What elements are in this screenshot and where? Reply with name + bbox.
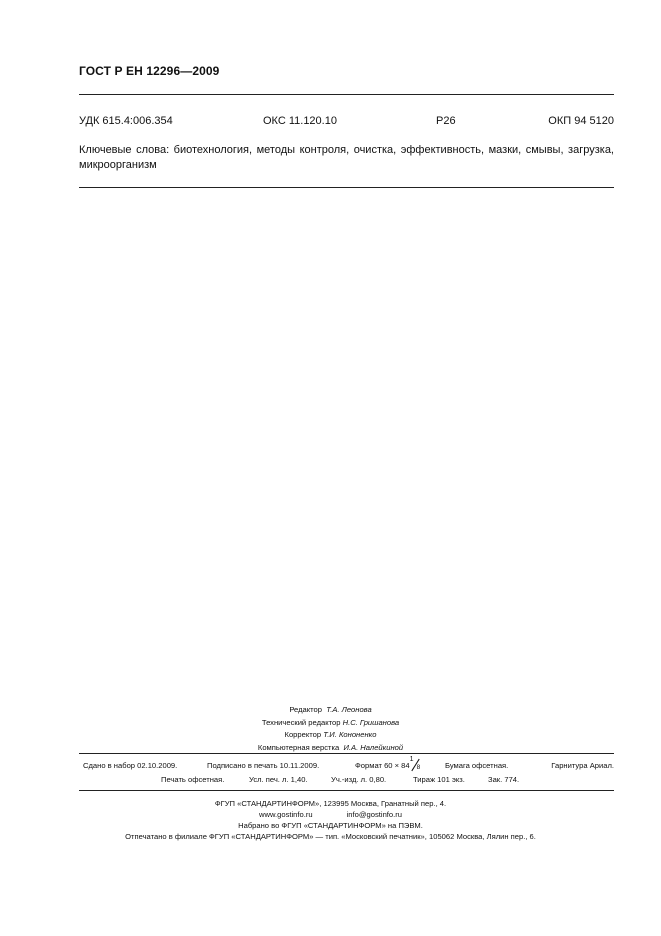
udk-code: УДК 615.4:006.354 — [79, 115, 173, 127]
signed-date: Подписано в печать 10.11.2009. — [207, 761, 320, 770]
format-fraction: 1 8 — [409, 756, 421, 771]
credit-name: Н.С. Гришанова — [342, 717, 400, 727]
keywords-divider — [79, 187, 614, 188]
print-sheets: Усл. печ. л. 1,40. — [249, 775, 308, 784]
credit-name: Т.А. Леонова — [326, 705, 372, 714]
order-number: Зак. 774. — [488, 775, 520, 784]
credit-role: Технический редактор — [261, 717, 341, 727]
credit-line — [0, 717, 661, 730]
imprint-bottom-divider — [79, 790, 614, 791]
email-link[interactable]: info@gostinfo.ru — [346, 810, 403, 819]
credit-role: Корректор — [284, 730, 322, 740]
publisher-info — [0, 798, 661, 842]
credit-name: И.А. Налейкиной — [343, 742, 404, 752]
credit-role: Компьютерная верстка — [257, 742, 340, 752]
keywords: Ключевые слова: биотехнология, методы контроля, очистка, эффективность, мазки, смывы, загрузка, микроорганизм — [79, 144, 614, 171]
credit-role: Редактор — [289, 705, 323, 714]
group-code: Р26 — [436, 115, 456, 127]
printing-method: Печать офсетная. — [161, 775, 225, 784]
okp-code: ОКП 94 5120 — [548, 115, 614, 127]
typeface: Гарнитура Ариал. — [551, 761, 614, 770]
typeset-date: Сдано в набор 02.10.2009. — [83, 761, 178, 770]
print-location: Отпечатано в филиале ФГУП «СТАНДАРТИНФОРМ» — тип. «Московский печатник», 105062 Москва, Лялин пер., 6. — [125, 832, 536, 841]
credit-name: Т.И. Кононенко — [323, 730, 377, 740]
paper-type: Бумага офсетная. — [445, 761, 509, 770]
credit-line — [0, 729, 661, 742]
publishing-sheets: Уч.-изд. л. 0,80. — [331, 775, 387, 784]
website-link[interactable]: www.gostinfo.ru — [258, 810, 313, 819]
typeset-location: Набрано во ФГУП «СТАНДАРТИНФОРМ» на ПЭВМ. — [238, 821, 423, 830]
circulation: Тираж 101 экз. — [413, 775, 465, 784]
imprint-top-divider — [79, 753, 614, 754]
publisher-contacts — [0, 809, 661, 820]
print-format: Формат 60 × 84 1 8 — [355, 756, 421, 771]
header-divider — [79, 94, 614, 95]
standard-number: ГОСТ Р ЕН 12296—2009 — [79, 64, 220, 78]
publisher-address: ФГУП «СТАНДАРТИНФОРМ», 123995 Москва, Гранатный пер., 4. — [214, 799, 447, 808]
oks-code: ОКС 11.120.10 — [263, 115, 337, 127]
editorial-credits — [0, 704, 661, 754]
credit-line — [0, 704, 661, 717]
